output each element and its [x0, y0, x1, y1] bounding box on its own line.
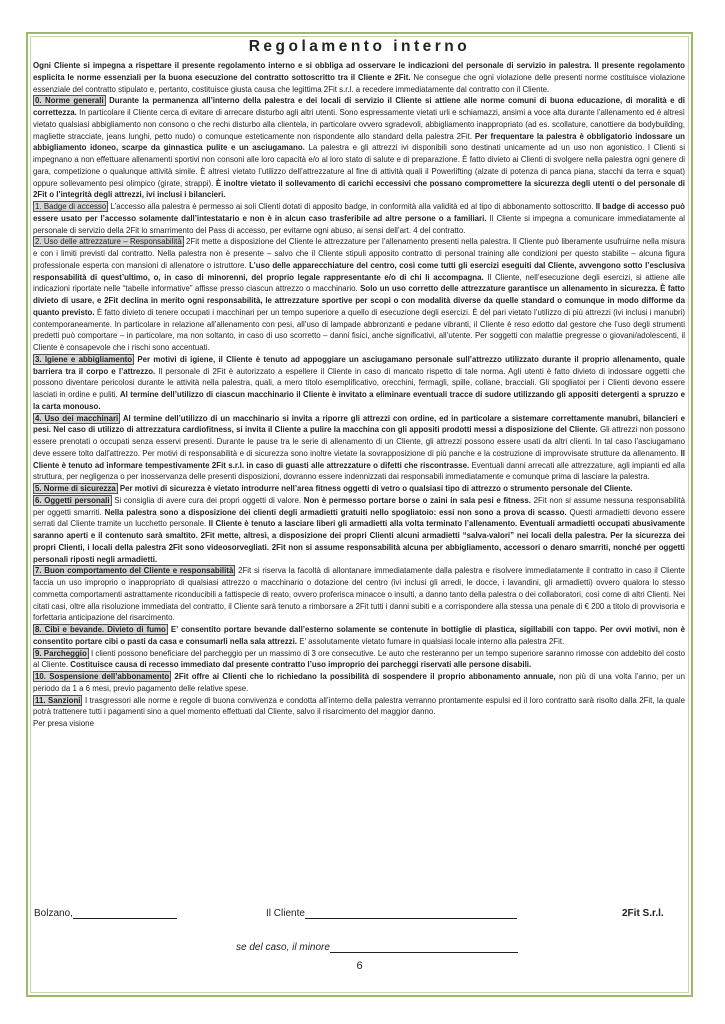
section-heading: 11. Sanzioni — [35, 695, 81, 705]
section-heading: 5. Norme di sicurezza — [35, 484, 116, 493]
section-10: 10. Sospensione dell’abbonamento 2Fit offre ai Clienti che lo richiedano la possibilità di sospendere il proprio abbonamento annuale, non più di una volta l’anno, per un periodo da 1 a 6 mesi, previo pagamento delle relative spese. — [33, 672, 686, 693]
section-1: 1. Badge di accesso L’accesso alla palestra è permesso ai soli Clienti dotati di apposito badge, in conformità alla validità ed al tipo di abbonamento sottoscritto. Il badge di accesso può essere usato per l’accesso solamente dall’intestatario e non è in alcun caso trasferibile ad altre persone o a familiari. Il Cliente si impegna a comunicare immediatamente al personale di servizio della 2Fit lo smarrimento del Pass di accesso, per evitarne ogni abuso, ai sensi dell’art. 4 del contratto. — [33, 202, 685, 235]
section-heading: 7. Buon comportamento del Cliente e responsabilità — [35, 566, 234, 576]
section-heading: 6. Oggetti personali — [35, 495, 110, 505]
section-6: 6. Oggetti personali Si consiglia di avere cura dei propri oggetti di valore. Non è permesso portare borse o zaini in sala pesi e fitness. 2Fit non si assume nessuna responsabilità per oggetti smarriti. Nella palestra sono a disposizione dei clienti degli armadietti gratuiti nello spogliatoio: essi non sono a prova di scasso. Questi armadietti devono essere serrati dal Cliente tramite un lucchetto personale. Il Cliente è tenuto a lasciare liberi gli armadietti alla volta terminato l’allenamento. Eventuali armadietti occupati abusivamente saranno aperti e il contenuto sarà smaltito. 2Fit mette, altresì, a disposizione dei propri Clienti alcuni armadietti “salva-valori” nei locali della palestra. Per la sicurezza dei propri Clienti, i locali della palestra 2Fit sono videosorvegliati. 2Fit non si assume responsabilità alcuna per abbigliamento, accessori o denaro smarriti, nonché per oggetti personali riposti negli armadietti. — [33, 495, 685, 564]
section-9: 9. Parcheggio I clienti possono beneficiare del parcheggio per un massimo di 3 ore consecutive. Le auto che resteranno per un tempo superiore saranno rimosse con addebito del costo al Cliente. Costituisce causa di recesso immediato dal presente contratto l’uso improprio dei parcheggi riservati alle persone disabili. — [33, 648, 685, 670]
intro-paragraph: Ogni Cliente si impegna a rispettare il presente regolamento interno e si obbliga ad osservare le indicazioni del personale di servizio in palestra. Il presente regolamento esplicita le norme essenziali per la buona esecuzione del contratto sottoscritto tra il Cliente e 2Fit. Ne consegue che ogni violazione delle presenti norme costituisce violazione essenziale del contratto stipulato e, pertanto, costituisce giusta causa che legittima 2Fit s.r.l. a recedere immediatamente dal contratto con il Cliente. — [33, 61, 685, 94]
section-7: 7. Buon comportamento del Cliente e responsabilità 2Fit si riserva la facoltà di allontanare immediatamente dalla palestra e risolvere immediatamente il contratto in caso il Cliente faccia un uso improprio o inappropriato di qualsiasi attrezzo o macchinario o dotazione del centro (ivi inclusi gli arredi, le docce, i lavandini, gli armadietti) ovvero qualora lo stesso commetta comportamenti astrattamente riconducibili a fattispecie di reato, ovvero proferisca minacce o insulti, a danno tanto della palestra o dei collaboratori, così come di altri Clienti. Nei citati casi, oltre alla risoluzione immediata del contratto, il Cliente sarà tenuto a rimborsare a 2Fit tutti i danni subiti e a corrispondere alla stessa una penale di € 200 a titolo di provvisoria e forfettaria anticipazione del risarcimento. — [33, 566, 686, 623]
regulation-body — [33, 60, 685, 730]
section-11: 11. Sanzioni I trasgressori alle norme e regole di buona convivenza e condotta all’interno della palestra verranno prontamente espulsi ed il loro contratto sarà risolto dalla 2Fit, la quale potrà trattenere tutti i pagamenti sino a quel momento effettuati dal Cliente, salvo il risarcimento del maggior danno. — [33, 695, 686, 717]
section-heading: 4. Uso dei macchinari — [35, 413, 119, 423]
section-3: 3. Igiene e abbigliamento Per motivi di igiene, il Cliente è tenuto ad appoggiare un asciugamano personale sull’attrezzo utilizzato durante il proprio allenamento, quale barriera tra il corpo e l’attrezzo. Il personale di 2Fit è autorizzato a espellere il Cliente in caso di mancato rispetto di tale norma. Agli utenti è fatto divieto di indossare oggetti che possono diventare pericolosi durante le attività nella palestra, quali, a mero titolo esemplificativo, orecchini, fermagli, spille, collane, bracciali. Gli spogliatoi per i Clienti devono essere lasciati in ordine e puliti. Al termine dell’utilizzo di ciascun macchinario il Cliente è invitato a eliminare eventuali tracce di sudore utilizzando gli appositi detergenti a spruzzo e la carta monouso. — [33, 354, 686, 411]
minor-fill-line[interactable] — [330, 943, 518, 953]
client-label: Il Cliente — [266, 908, 305, 919]
section-heading: 2. Uso delle attrezzature – Responsabilità — [35, 237, 182, 247]
place-signature — [34, 908, 177, 919]
place-fill-line[interactable] — [73, 909, 177, 919]
section-heading: 0. Norme generali — [35, 96, 104, 106]
section-4: 4. Uso dei macchinari Al termine dell’utilizzo di un macchinario si invita a riporre gli attrezzi con ordine, ed in particolare a sistemare correttamente manubri, bilancieri e pesi. Nel caso di utilizzo di attrezzatura cardiofitness, si invita il Cliente a pulire la macchina con gli appositi prodotti messi a disposizione del Cliente. Gli attrezzi non possono essere prenotati o occupati senza esservi presenti. Durante le pause tra le serie di allenamento di un Cliente, gli attrezzi possono essere usati da altri clienti. In tal caso l'asciugamano deve essere tolto dall'attrezzo. Per motivi di responsabilità e di sicurezza sono inoltre vietate la sovrapposizione di più panche e la costruzione di improvvisate strutture da allenamento. Il Cliente è tenuto ad informare tempestivamente 2Fit s.r.l. in caso di guasti alle attrezzature o difetti che riscontrasse. Eventuali danni arrecati alle attrezzature, agli impianti ed alla struttura, per negligenza o per inosservanza delle presenti disposizioni, dovranno essere indennizzati dai responsabili immediatamente e comunque prima di lasciare la palestra. — [33, 413, 685, 482]
company-signature: 2Fit S.r.l. — [622, 908, 664, 919]
page-title: Regolamento interno — [248, 38, 471, 55]
client-signature — [266, 908, 517, 919]
place-label: Bolzano, — [34, 908, 73, 919]
section-5: 5. Norme di sicurezza Per motivi di sicurezza è vietato introdurre nell’area fitness oggetti di vetro o qualsiasi tipo di attrezzo o strumento personale del Cliente. — [35, 484, 633, 493]
section-8: 8. Cibi e bevande. Divieto di fumo E’ consentito portare bevande dall’esterno solamente se contenute in bottiglie di plastica, sigillabili con tappo. Per ovvi motivi, non è consentito portare cibi o pasti da casa e consumarli nella sala attrezzi. E’ assolutamente vietato fumare in qualsiasi locale interno alla palestra 2Fit. — [33, 625, 685, 646]
section-2: 2. Uso delle attrezzature – Responsabilità 2Fit mette a disposizione del Cliente le attrezzature per l’allenamento presenti nella palestra. Il Cliente può liberamente usufruirne nella misura e con i limiti previsti dal contratto. Nella palestra non è presente – salvo che il Cliente stipuli apposito contratto di personal training alle condizioni per questo stabilite – alcuna figura professionale esperta con mansioni di allenatore o istruttore. L’uso delle apparecchiature del centro, così come tutti gli esercizi eseguiti dal Cliente, avvengono sotto l’esclusiva responsabilità di quest’ultimo, o, in caso di minorenni, del proprio legale rappresentante e/o di chi li accompagna. Il Cliente, nell’esecuzione degli esercizi, si attiene alle indicazioni riportate nelle “tabelle informative” affisse presso ciascun attrezzo o macchinario. Solo un uso corretto delle attrezzature garantisce un allenamento in sicurezza. È fatto divieto di usare, e 2Fit declina in merito ogni responsabilità, le attrezzature sportive per scopi o con modalità diverse da quelle standard o comunque in modo difforme da quanto previsto. È fatto divieto di tenere occupati i macchinari per un tempo superiore a quello di esecuzione degli esercizi. È del pari vietato l’utilizzo di più attrezzi (ivi inclusi i manubri) contemporaneamente. In particolare in relazione all’allenamento con pesi, all’uso di lampade abbronzanti e pedane vibranti, il Cliente è reso edotto dal gestore che l’uso degli strumenti predetti può comportare – in particolare, ma non soltanto, in caso di uso scorretto – danni fisici, anche significativi, all’utente. Per soggetti con malattie pregresse o giovani/adolescenti, il Cliente è consapevole che i rischi sono accentuati. — [33, 237, 685, 352]
section-heading: 10. Sospensione dell’abbonamento — [35, 672, 170, 681]
minor-label: se del caso, il minore — [236, 942, 330, 953]
client-fill-line[interactable] — [305, 909, 517, 919]
page-number: 6 — [356, 960, 363, 972]
section-heading: 3. Igiene e abbigliamento — [35, 354, 133, 364]
section-heading: 8. Cibi e bevande. Divieto di fumo — [35, 625, 166, 634]
section-heading: 9. Parcheggio — [35, 648, 87, 658]
minor-signature — [236, 942, 518, 953]
page-border — [26, 32, 693, 997]
section-heading: 1. Badge di accesso — [35, 202, 107, 211]
per-presa-visione: Per presa visione — [33, 719, 94, 728]
section-0: 0. Norme generali Durante la permanenza all’interno della palestra e dei locali di servizio il Cliente si attiene alle norme comuni di buona educazione, di moralità e di correttezza. In particolare il Cliente cerca di evitare di arrecare disturbo agli altri utenti. Sono espressamente vietati urli e schiamazzi, ansimi a voce alta durante l’allenamento ed è altresì vietato qualsiasi abbigliamento non consono o che rechi disturbo alla clientela, in particolare ovvero sgradevoli, abbigliamento inappropriato (ad es. scollature, canottiere da bodybuilding, magliette stracciate, jeans lunghi, petto nudo) o comunque esteticamente non rispondente allo standard della palestra 2Fit. Per frequentare la palestra è obbligatorio indossare un abbigliamento idoneo, scarpe da ginnastica pulite e un asciugamano. La palestra e gli attrezzi ivi disponibili sono destinati unicamente ad un uso non agonistico. I Clienti si impegnano a non effettuare allenamenti sportivi non consoni alle loro capacità e/o al loro stato di salute e di preparazione. È fatto divieto ai Clienti di svolgere nella palestra ogni genere di gara, competizione o qualunque attività simile. È altresì vietato l’utilizzo dell’attrezzature al fine di attività quali il Powerlifting (alzate di potenza di panca piana, stacchi da terra e squat) oppure sollevamento pesi olimpico (girate, strappi). È inoltre vietato il sollevamento di carichi eccessivi che possano compromettere la sicurezza degli utenti o del personale di 2Fit o l’integrità degli attrezzi, ivi inclusi i bilancieri. — [33, 96, 685, 200]
